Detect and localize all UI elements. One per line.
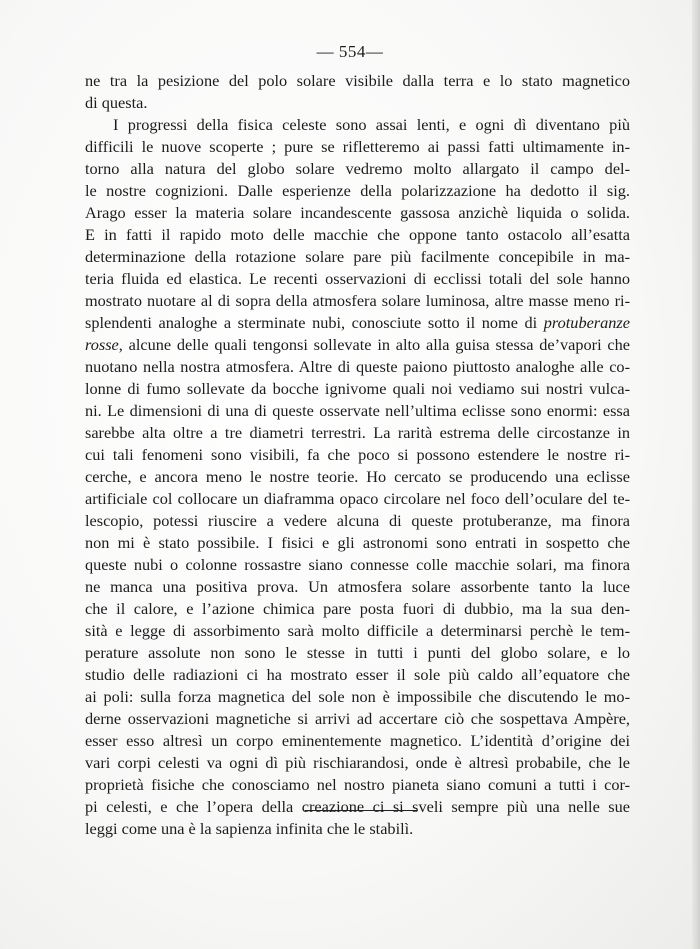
text-line: I progressi della fisica celeste sono assai lenti, e ogni dì diventano più	[113, 115, 630, 134]
text-line: pi celesti, e che l’opera della creazione ci si sveli sempre più una nelle sue	[85, 797, 630, 816]
text-line: ne manca una positiva prova. Un atmosfera solare assorbente tanto la luce	[85, 577, 630, 596]
text-line: difficili le nuove scoperte ; pure se rifletteremo ai passi fatti ultimamente in-	[85, 137, 630, 156]
text-line: torno alla natura del globo solare vedremo molto allargato il campo del-	[85, 159, 630, 178]
text-line: vari corpi celesti va ogni dì più rischiarandosi, onde è altresì probabile, che le	[85, 753, 630, 772]
text-line: ni. Le dimensioni di una di queste osservate nell’ultima eclisse sono enormi: essa	[85, 401, 630, 420]
text-segment: , alcune delle quali tengonsi sollevate in alto alla guisa stessa de’vapori che	[118, 335, 630, 354]
text-line: Arago esser la materia solare incandescente gassosa anzichè liquida o solida.	[85, 203, 630, 222]
text-line: lescopio, potessi riuscire a vedere alcuna di queste protuberanze, ma finora	[85, 511, 630, 530]
text-line-with-italic	[85, 312, 630, 334]
text-line: cerche, e ancora meno le nostre teorie. Ho cercato se producendo una eclisse	[85, 467, 630, 486]
text-line: teria fluida ed elastica. Le recenti osservazioni di ecclissi totali del sole hanno	[85, 269, 630, 288]
text-segment: splendenti analoghe a sterminate nubi, conosciute sotto il nome di	[85, 313, 544, 332]
text-line: di questa.	[85, 93, 148, 112]
body-text	[85, 70, 630, 840]
text-line: ai poli: sulla forza magnetica del sole non è impossibile che discutendo le mo-	[85, 687, 630, 706]
text-line: non mi è stato possibile. I fisici e gli astronomi sono entrati in sospetto che	[85, 533, 630, 552]
italic-term: rosse	[85, 335, 119, 354]
text-line: che il calore, e l’azione chimica pare posta fuori di dubbio, ma la sua den-	[85, 599, 630, 618]
text-line: artificiale col collocare un diaframma opaco circolare nel foco dell’oculare del te-	[85, 489, 630, 508]
text-line: sità e legge di assorbimento sarà molto difficile a determinarsi perchè le tem-	[85, 621, 630, 640]
text-line: derne osservazioni magnetiche si arrivi ad accertare ciò che sospettava Ampère,	[85, 709, 630, 728]
text-line-with-italic	[85, 334, 630, 356]
text-line: esser esso altresì un corpo eminentemente magnetico. L’identità d’origine dei	[85, 731, 630, 750]
text-line: determinazione della rotazione solare pare più facilmente concepibile in ma-	[85, 247, 630, 266]
text-line: leggi come una è la sapienza infinita che le stabilì.	[85, 819, 414, 838]
text-line: queste nubi o colonne rossastre siano connesse colle macchie solari, ma finora	[85, 555, 630, 574]
page-number: — 554—	[316, 42, 384, 61]
text-line: mostrato nuotare al di sopra della atmosfera solare luminosa, altre masse meno ri-	[85, 291, 630, 310]
text-line: proprietà fisiche che conosciamo nel nostro pianeta siano comuni a tutti i cor-	[85, 775, 630, 794]
text-line: E in fatti il rapido moto delle macchie che oppone tanto ostacolo all’esatta	[85, 225, 630, 244]
italic-term: protuberanze	[543, 313, 630, 332]
text-line: studio delle radiazioni ci ha mostrato esser il sole più caldo all’equatore che	[85, 665, 630, 684]
page-edge-shadow	[692, 0, 700, 949]
section-end-rule	[305, 810, 417, 811]
text-line: le nostre cognizioni. Dalle esperienze della polarizzazione ha dedotto il sig.	[85, 181, 630, 200]
text-line: ne tra la pesizione del polo solare visibile dalla terra e lo stato magnetico	[85, 71, 630, 90]
text-line: nuotano nella nostra atmosfera. Altre di queste paiono piuttosto analoghe alle co-	[85, 357, 630, 376]
text-line: sarebbe alta oltre a tre diametri terrestri. La rarità estrema delle circostanze in	[85, 423, 630, 442]
text-line: perature assolute non sono le stesse in tutti i punti del globo solare, e lo	[85, 643, 630, 662]
text-line: lonne di fumo sollevate da bocche ignivome quali noi vediamo sui nostri vulca-	[85, 379, 630, 398]
text-line: cui tali fenomeni sono visibili, fa che poco si possono estendere le nostre ri-	[85, 445, 630, 464]
